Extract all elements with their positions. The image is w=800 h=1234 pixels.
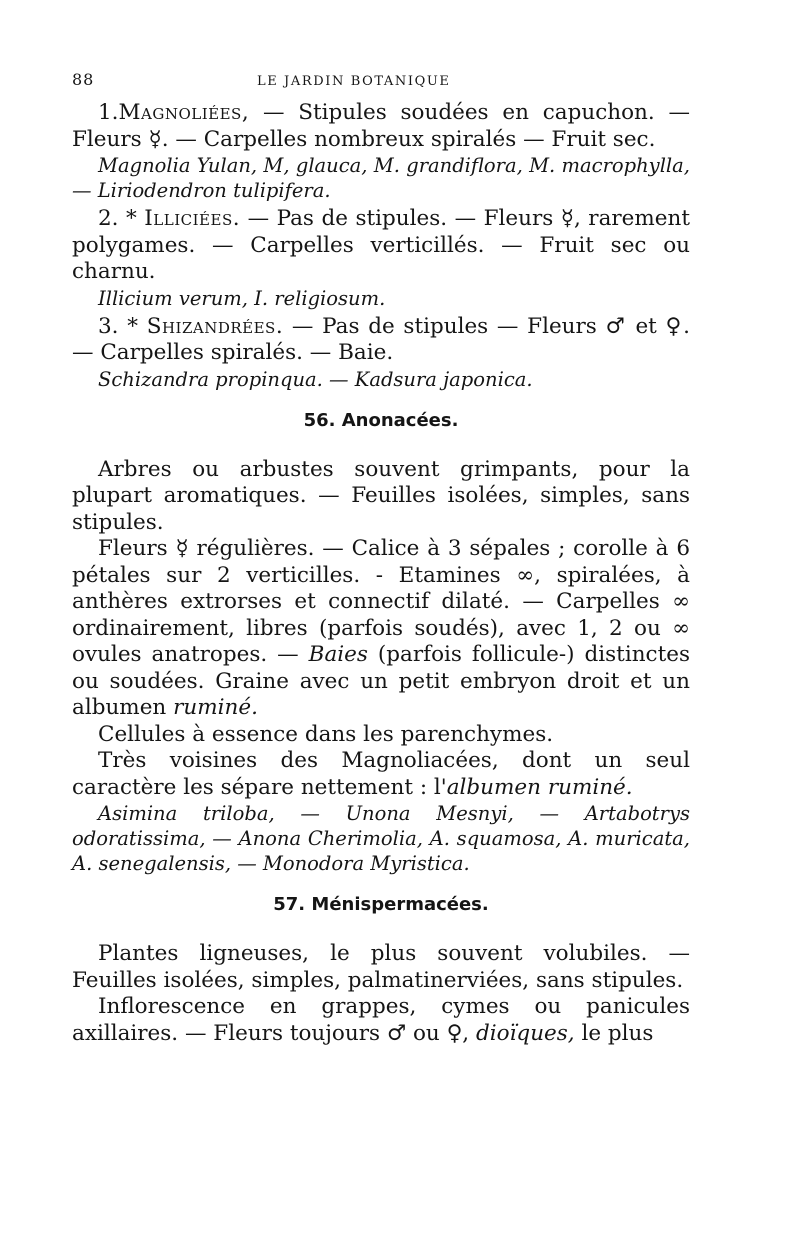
tribe-2-description: 2. * Illiciées. — Pas de stipules. — Fleurs ☿, rarement polygames. — Carpelles verticillés. — Fruit sec ou charnu.	[72, 206, 691, 284]
book-page	[72, 70, 690, 1047]
family-56-heading: 56. Anonacées.	[303, 409, 459, 431]
tribe-3-description: 3. * Shizandrées. — Pas de stipules — Fleurs ♂ et ♀. — Carpelles spiralés. — Baie.	[72, 313, 690, 365]
family-56-flowers: Fleurs ☿ régulières. — Calice à 3 sépales ; corolle à 6 pétales sur 2 verticilles. - Etamines ∞, spiralées, à anthères extrorses et connectif dilaté. — Carpelles ∞ ordinairement, libres (parfois soudés), avec 1, 2 ou ∞ ovules anatropes. — Baies (parfois follicule-) distinctes ou soudées. Graine avec un petit embryon droit et un albumen ruminé.	[72, 536, 690, 720]
tribe-2-examples: Illicium verum, I. religiosum.	[98, 286, 386, 310]
tribe-3-number: 3.	[98, 313, 119, 339]
running-title: LE JARDIN BOTANIQUE	[257, 74, 451, 89]
tribe-2-name: Illiciées.	[144, 206, 241, 231]
family-56-habit: Arbres ou arbustes souvent grimpants, pour la plupart aromatiques. — Feuilles isolées, simples, sans stipules.	[72, 456, 690, 535]
tribe-2-number: 2.	[98, 206, 119, 231]
tribe-1-number: 1.	[98, 100, 119, 125]
family-57-inflorescence: Inflorescence en grappes, cymes ou panicules axillaires. — Fleurs toujours ♂ ou ♀, dioïques, le plus	[72, 994, 690, 1046]
family-56-examples: Asimina triloba, — Unona Mesnyi, — Artabotrys odoratissima, — Anona Cherimolia, A. squamosa, A. muricata, A. senegalensis, — Monodora Myristica.	[72, 802, 690, 875]
tribe-1-description: 1.Magnoliées, — Stipules soudées en capuchon. — Fleurs ☿. — Carpelles nombreux spiralés — Fruit sec.	[72, 100, 690, 152]
family-56-cells: Cellules à essence dans les parenchymes.	[98, 721, 554, 747]
page-number: 88	[72, 70, 95, 89]
tribe-1-name: Magnoliées,	[118, 100, 250, 125]
tribe-1-examples: Magnolia Yulan, M, glauca, M. grandiflora, M. macrophylla, — Liriodendron tulipifera.	[72, 154, 690, 202]
tribe-3-examples: Schizandra propinqua. — Kadsura japonica.	[98, 367, 533, 391]
tribe-3-name: Shizandrées.	[146, 313, 284, 339]
family-57-habit: Plantes ligneuses, le plus souvent volubiles. — Feuilles isolées, simples, palmatinerviées, sans stipules.	[72, 941, 690, 993]
family-57-heading: 57. Ménispermacées.	[273, 894, 489, 915]
page-header	[72, 70, 690, 100]
family-56-affinity: Très voisines des Magnoliacées, dont un seul caractère les sépare nettement : l'albumen ruminé.	[72, 748, 690, 800]
